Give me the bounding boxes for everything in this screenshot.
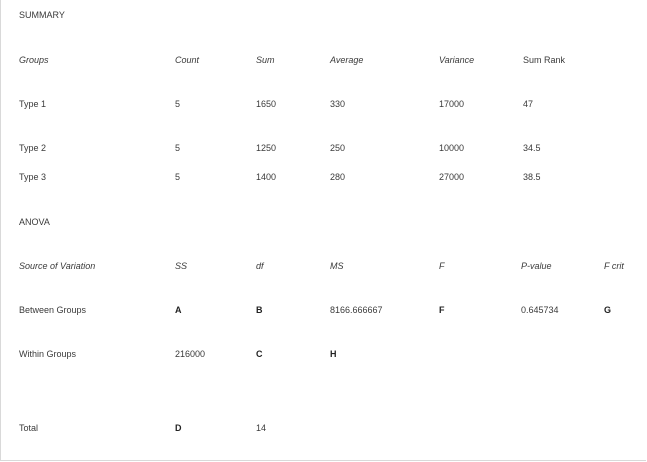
average-value: 330 <box>330 99 346 109</box>
header-variance: Variance <box>439 55 475 65</box>
header-f-crit: F crit <box>604 261 624 271</box>
sum-value: 1650 <box>256 99 277 109</box>
between-ss: A <box>175 305 182 315</box>
within-ss: 216000 <box>175 349 206 359</box>
sum-rank-value: 47 <box>523 99 534 109</box>
variance-value: 10000 <box>439 143 465 153</box>
between-f: F <box>439 305 445 315</box>
header-average: Average <box>330 55 364 65</box>
within-groups-label: Within Groups <box>19 349 77 359</box>
between-f-crit: G <box>604 305 612 315</box>
group-name: Type 2 <box>19 143 47 153</box>
header-sum-rank: Sum Rank <box>523 55 566 65</box>
header-source: Source of Variation <box>19 261 96 271</box>
sum-rank-value: 38.5 <box>523 172 541 182</box>
within-df: C <box>256 349 263 359</box>
total-df: 14 <box>256 423 267 433</box>
header-p-value: P-value <box>521 261 552 271</box>
summary-title: SUMMARY <box>19 10 65 20</box>
total-ss: D <box>175 423 182 433</box>
header-sum: Sum <box>256 55 275 65</box>
average-value: 280 <box>330 172 346 182</box>
header-ss: SS <box>175 261 188 271</box>
count-value: 5 <box>175 172 181 182</box>
between-groups-label: Between Groups <box>19 305 87 315</box>
variance-value: 27000 <box>439 172 465 182</box>
total-label: Total <box>19 423 39 433</box>
between-p-value: 0.645734 <box>521 305 559 315</box>
header-ms: MS <box>330 261 344 271</box>
anova-title: ANOVA <box>19 217 50 227</box>
between-ms: 8166.666667 <box>330 305 383 315</box>
between-df: B <box>256 305 263 315</box>
header-f: F <box>439 261 445 271</box>
average-value: 250 <box>330 143 346 153</box>
header-df: df <box>256 261 264 271</box>
count-value: 5 <box>175 143 181 153</box>
within-ms: H <box>330 349 337 359</box>
group-name: Type 3 <box>19 172 47 182</box>
sum-value: 1400 <box>256 172 277 182</box>
header-count: Count <box>175 55 200 65</box>
sum-value: 1250 <box>256 143 277 153</box>
variance-value: 17000 <box>439 99 465 109</box>
sum-rank-value: 34.5 <box>523 143 541 153</box>
group-name: Type 1 <box>19 99 47 109</box>
header-groups: Groups <box>19 55 49 65</box>
count-value: 5 <box>175 99 181 109</box>
